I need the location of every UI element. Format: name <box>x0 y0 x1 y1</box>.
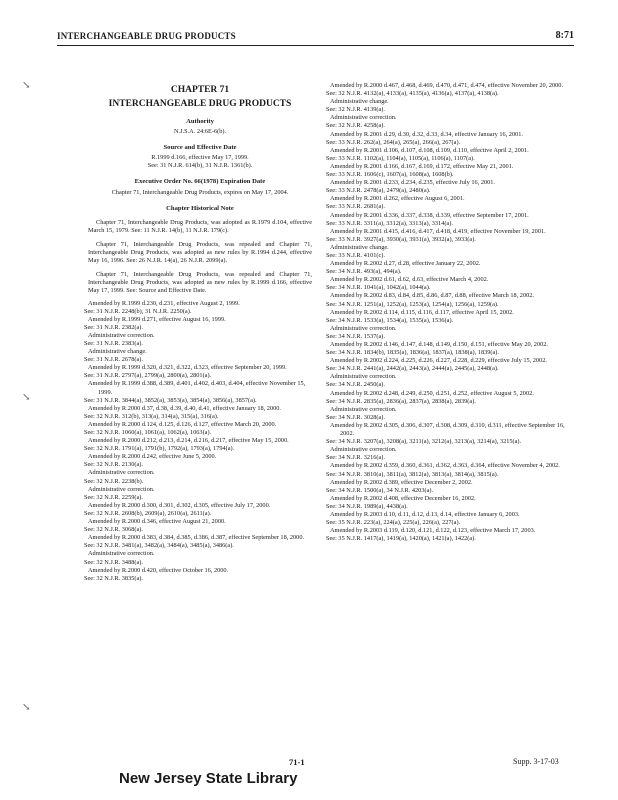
citation-line: See: 32 N.J.R. 3488(a). <box>84 558 143 566</box>
amendment-line: Amended by R.2002 d.27, d.28, effective January 22, 2002. <box>330 260 481 268</box>
amendment-line: Administrative correction. <box>330 405 397 413</box>
citation-line: See: 33 N.J.R. 2478(a), 2479(a), 2480(a). <box>326 187 431 195</box>
authority-text: N.J.S.A. 24:6E-6(b). <box>173 128 227 136</box>
citation-line: See: 34 N.J.R. 3028(a). <box>326 413 385 421</box>
amendment-line: Amended by R.2001 d.336, d.337, d.338, d.339, effective September 17, 2001. <box>330 211 529 219</box>
chapter-title: INTERCHANGEABLE DRUG PRODUCTS <box>108 99 292 109</box>
citation-line: See: 34 N.J.R. 1537(a). <box>326 332 385 340</box>
amendment-line: Amended by R.2000 d.37, d.38, d.39, d.40, d.41, effective January 18, 2000. <box>88 404 281 412</box>
citation-line: See: 34 N.J.R. 493(a), 494(a). <box>326 268 402 276</box>
amendment-line: Amended by R.2002 d.305, d.306, d.307, d.308, d.309, d.310, d.311, effective September 16, 2002. <box>330 421 565 438</box>
citation-line: See: 34 N.J.R. 1989(a), 4438(a). <box>326 502 408 510</box>
amendment-line: Administrative correction. <box>88 469 155 477</box>
amendment-line: Amended by R.2000 d.346, effective August 21, 2000. <box>88 518 226 526</box>
amendment-line: Administrative correction. <box>330 114 397 122</box>
library-stamp: New Jersey State Library <box>119 770 298 787</box>
source-heading: Source and Effective Date <box>163 144 237 152</box>
exec-order-heading: Executive Order No. 66(1978) Expiration Date <box>134 178 266 186</box>
running-header <box>57 29 574 46</box>
citation-line: See: 34 N.J.R. 1041(a), 1042(a), 1044(a). <box>326 284 431 292</box>
amendment-line: Amended by R.2001 d.166, d.167, d.169, d.172, effective May 21, 2001. <box>330 162 514 170</box>
amendment-line: Amended by R.2000 d.383, d.384, d.385, d.386, d.387, effective September 18, 2000. <box>88 534 305 542</box>
citation-line: See: 32 N.J.R. 4139(a). <box>326 106 385 114</box>
amendment-line: Amended by R.2000 d.242, effective June 5, 2000. <box>88 453 217 461</box>
amendment-line: Amended by R.2002 d.248, d.249, d.250, d.251, d.252, effective August 5, 2002. <box>330 389 534 397</box>
amendment-line: Administrative change. <box>330 98 389 106</box>
amendment-line: Amended by R.2003 d.119, d.120, d.121, d.122, d.123, effective March 17, 2003. <box>330 527 536 535</box>
history-heading: Chapter Historical Note <box>166 204 234 212</box>
authority-heading: Authority <box>186 118 214 125</box>
supplement-date: Supp. 3-17-03 <box>513 757 559 766</box>
citation-line: See: 35 N.J.R. 223(a), 224(a), 225(a), 226(a), 227(a). <box>326 519 461 527</box>
amendment-list-right <box>326 82 574 543</box>
history-paragraph: Chapter 71, Interchangeable Drug Products, was repealed and Chapter 71, Interchangeable Drug Products, was adopted as new rules by R.1994 d.244, effective May 16, 1996. See: 26 N.J.R. 14(a), 26 N.J.R. 2099(a). <box>88 240 312 265</box>
citation-line: See: 32 N.J.R. 3481(a), 3482(a), 3484(a), 3485(a), 3486(a). <box>84 542 234 550</box>
citation-line: See: 32 N.J.R. 312(b), 313(a), 314(a), 315(a), 316(a). <box>84 412 219 420</box>
citation-line: See: 34 N.J.R. 2835(a), 2836(a), 2837(a), 2838(a), 2839(a). <box>326 397 476 405</box>
citation-line: See: 31 N.J.R. 2678(a). <box>84 356 143 364</box>
citation-line: See: 31 N.J.R. 2248(b), 31 N.J.R. 2250(a). <box>84 307 192 315</box>
citation-line: See: 33 N.J.R. 2681(a). <box>326 203 385 211</box>
page-number: 71-1 <box>289 757 305 767</box>
amendment-line: Amended by R.2001 d.262, effective August 6, 2001. <box>330 195 465 203</box>
citation-line: See: 32 N.J.R. 3068(a). <box>84 526 143 534</box>
citation-line: See: 32 N.J.R. 1060(a), 1061(a), 1062(a), 1063(a). <box>84 429 212 436</box>
citation-line: See: 33 N.J.R. 262(a), 264(a), 265(a), 266(a), 267(a). <box>326 138 461 146</box>
citation-line: See: 32 N.J.R. 1791(a), 1791(b), 1792(a), 1793(a), 1794(a). <box>84 445 235 453</box>
amendment-line: Amended by R.2002 d.61, d.62, d.63, effective March 4, 2002. <box>330 276 489 284</box>
source-line: R.1999 d.166, effective May 17, 1999. <box>151 154 249 162</box>
citation-line: See: 32 N.J.R. 4132(a), 4133(a), 4135(a), 4136(a), 4137(a), 4138(a). <box>326 90 499 98</box>
citation-line: See: 32 N.J.R. 2130(a). <box>84 461 143 469</box>
amendment-line: Administrative correction. <box>330 324 397 332</box>
citation-line: See: 32 N.J.R. 2238(b). <box>84 477 144 485</box>
amendment-line: Administrative correction. <box>330 373 397 381</box>
citation-line: See: 31 N.J.R. 3844(a), 3852(a), 3853(a), 3854(a), 3856(a), 3857(a). <box>84 396 257 404</box>
amendment-line: Administrative change. <box>330 243 389 251</box>
history-paragraph: Chapter 71, Interchangeable Drug Products, was repealed and Chapter 71, Interchangeable Drug Products, was adopted as new rules by R.1999 d.166, effective May 17, 1999. See: Source and Effective Date. <box>88 271 312 295</box>
amendment-line: Amended by R.1999 d.388, d.389, d.401, d.402, d.403, d.404, effective November 15, 1999. <box>88 380 306 396</box>
citation-line: See: 31 N.J.R. 2382(a). <box>84 323 143 331</box>
amendment-line: Administrative change. <box>88 348 147 356</box>
amendment-line: Amended by R.1999 d.230, d.231, effective August 2, 1999. <box>88 299 240 307</box>
source-line: See: 31 N.J.R. 614(b), 31 N.J.R. 1361(b). <box>147 162 253 170</box>
citation-line: See: 34 N.J.R. 2441(a), 2442(a), 2443(a), 2444(a), 2445(a), 2448(a). <box>326 365 499 373</box>
exec-order-text: Chapter 71, Interchangeable Drug Products, expires on May 17, 2004. <box>111 188 289 196</box>
amendment-line: Administrative correction. <box>88 485 155 493</box>
citation-line: See: 35 N.J.R. 1417(a), 1419(a), 1420(a), 1421(a), 1422(a). <box>326 535 476 543</box>
right-column <box>326 82 574 543</box>
amendment-line: Amended by R.2002 d.114, d.115, d.116, d.117, effective April 15, 2002. <box>330 308 514 316</box>
amendment-line: Amended by R.2000 d.420, effective October 16, 2000. <box>88 566 229 574</box>
citation-line: See: 33 N.J.R. 3927(a), 3930(a), 3931(a), 3932(a), 3933(a). <box>326 235 476 243</box>
amendment-line: Amended by R.2000 d.212, d.213, d.214, d.216, d.217, effective May 15, 2000. <box>88 437 289 445</box>
amendment-line: Amended by R.1999 d.320, d.321, d.322, d.323, effective September 20, 1999. <box>88 364 287 372</box>
amendment-line: Amended by R.2002 d.359, d.360, d.361, d.362, d.363, d.364, effective November 4, 2002. <box>330 462 560 470</box>
header-page-ref: 8:71 <box>555 30 574 41</box>
citation-line: See: 34 N.J.R. 2450(a). <box>326 381 385 389</box>
citation-line: See: 32 N.J.R. 2259(a). <box>84 493 143 501</box>
amendment-line: Amended by R.1999 d.271, effective August 16, 1999. <box>88 315 226 323</box>
amendment-list-left <box>84 299 312 583</box>
amendment-line: Amended by R.2002 d.224, d.225, d.226, d.227, d.228, d.229, effective July 15, 2002. <box>330 357 547 365</box>
citation-line: See: 34 N.J.R. 1533(a), 1534(a), 1535(a), 1536(a). <box>326 316 454 324</box>
amendment-line: Amended by R.2001 d.106, d.107, d.108, d.109, d.110, effective April 2, 2001. <box>330 146 529 154</box>
amendment-line: Amended by R.2002 d.83, d.84, d.85, d.86, d.87, d.88, effective March 18, 2002. <box>330 292 534 300</box>
amendment-line: Amended by R.2002 d.146, d.147, d.148, d.149, d.150, d.151, effective May 20, 2002. <box>330 341 548 348</box>
amendment-line: Amended by R.2001 d.29, d.30, d.32, d.33, d.34, effective January 16, 2001. <box>330 130 523 138</box>
citation-line: See: 32 N.J.R. 4258(a). <box>326 122 385 130</box>
citation-line: See: 33 N.J.R. 4101(c). <box>326 251 385 259</box>
citation-line: See: 34 N.J.R. 3207(a), 3208(a), 3211(a), 3212(a), 3213(a), 3214(a), 3215(a). <box>326 438 522 446</box>
citation-line: See: 32 N.J.R. 3835(a). <box>84 574 143 582</box>
amendment-line: Amended by R.2000 d.124, d.125, d.126, d.127, effective March 20, 2000. <box>88 420 277 428</box>
citation-line: See: 34 N.J.R. 1834(b), 1835(a), 1836(a), 1837(a), 1838(a), 1839(a). <box>326 349 499 357</box>
amendment-line: Amended by R.2000 d.300, d.301, d.302, d.305, effective July 17, 2000. <box>88 501 271 509</box>
citation-line: See: 33 N.J.R. 1606(c), 1607(a), 1608(a), 1608(b). <box>326 171 454 179</box>
header-title: INTERCHANGEABLE DRUG PRODUCTS <box>57 31 236 41</box>
left-column <box>84 77 312 583</box>
citation-line: See: 31 N.J.R. 2797(a), 2799(a), 2800(a), 2801(a). <box>84 372 212 380</box>
amendment-line: Administrative correction. <box>88 331 155 339</box>
amendment-line: Amended by R.2003 d.10, d.11, d.12, d.13, d.14, effective January 6, 2003. <box>330 510 520 518</box>
chapter-number: CHAPTER 71 <box>170 85 230 95</box>
amendment-line: Administrative correction. <box>88 550 155 558</box>
amendment-line: Amended by R.2001 d.233, d.234, d.235, effective July 16, 2001. <box>330 179 495 187</box>
amendment-line: Amended by R.2002 d.408, effective December 16, 2002. <box>330 494 476 502</box>
amendment-line: Amended by R.2001 d.415, d.416, d.417, d.418, d.419, effective November 19, 2001. <box>330 227 546 235</box>
citation-line: See: 31 N.J.R. 2383(a). <box>84 339 143 347</box>
amendment-line: Amended by R.2000 d.467, d.468, d.469, d.470, d.471, d.474, effective November 20, 2000. <box>330 82 564 89</box>
citation-line: See: 32 N.J.R. 2608(b), 2609(a), 2610(a), 2611(a). <box>84 509 212 517</box>
citation-line: See: 33 N.J.R. 1102(a), 1104(a), 1105(a), 1106(a), 1107(a). <box>326 154 475 162</box>
margin-mark-icon: ↘ <box>22 80 31 91</box>
citation-line: See: 34 N.J.R. 1251(a), 1252(a), 1253(a), 1254(a), 1256(a), 1259(a). <box>326 300 499 308</box>
citation-line: See: 34 N.J.R. 3216(a). <box>326 454 385 462</box>
citation-line: See: 33 N.J.R. 3311(a), 3312(a), 3313(a), 3314(a). <box>326 219 453 227</box>
margin-mark-icon: ↘ <box>22 392 31 403</box>
margin-mark-icon: ↘ <box>22 702 31 713</box>
history-paragraph: Chapter 71, Interchangeable Drug Products, was adopted as R.1979 d.104, effective March 15, 1979. See: 11 N.J.R. 14(b), 11 N.J.R. 179(c). <box>88 218 312 234</box>
citation-line: See: 34 N.J.R. 3810(a), 3811(a), 3812(a), 3813(a), 3814(a), 3815(a). <box>326 470 499 478</box>
amendment-line: Amended by R.2002 d.389, effective December 2, 2002. <box>330 478 473 486</box>
amendment-line: Administrative correction. <box>330 446 397 454</box>
citation-line: See: 34 N.J.R. 1500(a), 34 N.J.R. 4203(a). <box>326 486 434 494</box>
